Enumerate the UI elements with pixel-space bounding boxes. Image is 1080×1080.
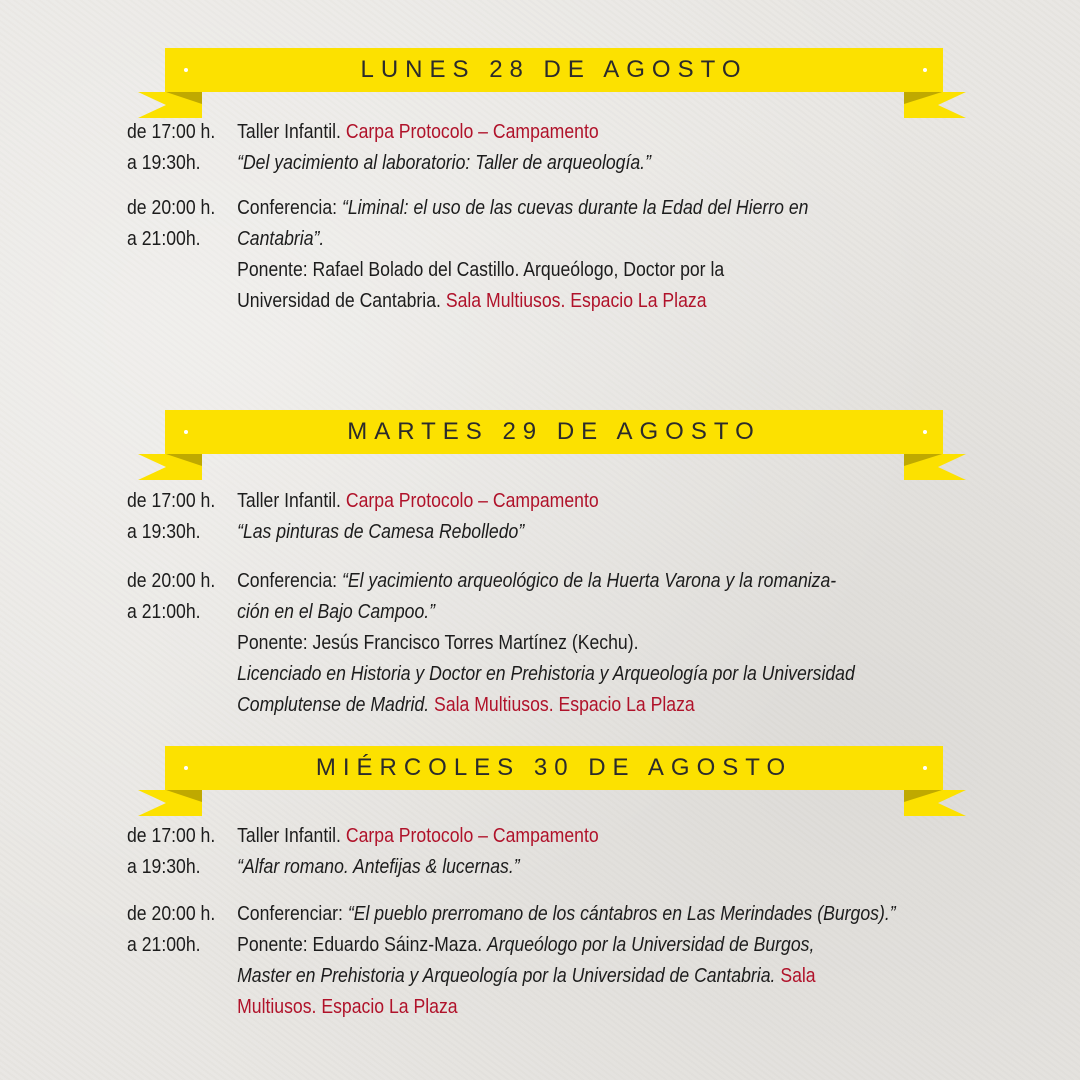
time-start: de 20:00 h. [127,196,216,219]
event-place: Carpa Protocolo – Campamento [345,489,599,512]
time-end: a 21:00h. [127,600,201,623]
day-banner-martes [0,410,1080,480]
event-title: “Del yacimiento al laboratorio: Taller de arqueología.” [237,151,651,174]
event-speaker-cont: Licenciado en Historia y Doctor en Prehistoria y Arqueología por la Universidad [237,662,855,685]
time-start: de 17:00 h. [127,120,216,143]
event-speaker: Ponente: Jesús Francisco Torres Martínez (Kechu). [237,631,639,654]
event-taller-lunes [127,116,901,178]
event-place: Sala Multiusos. Espacio La Plaza [445,289,707,312]
event-title: “Las pinturas de Camesa Rebolledo” [237,520,525,543]
event-conferencia-martes [127,565,901,720]
time-start: de 20:00 h. [127,902,216,925]
event-type: Taller Infantil. [237,824,341,847]
event-title: “Liminal: el uso de las cuevas durante la Edad del Hierro en [341,196,809,219]
event-speaker-cont: Arqueólogo por la Universidad de Burgos, [487,933,815,956]
event-type: Conferencia: [237,196,338,219]
event-title: “El yacimiento arqueológico de la Huerta Varona y la romaniza- [341,569,837,592]
event-speaker: Ponente: Eduardo Sáinz-Maza. [237,933,483,956]
day-title: LUNES 28 DE AGOSTO [360,56,748,83]
event-speaker-cont: Universidad de Cantabria. [237,289,441,312]
day-title: MIÉRCOLES 30 DE AGOSTO [315,754,793,781]
event-place: Carpa Protocolo – Campamento [345,824,599,847]
event-place-cont: Multiusos. Espacio La Plaza [237,995,458,1018]
event-type: Conferencia: [237,569,338,592]
event-conferencia-lunes [127,192,901,316]
time-end: a 21:00h. [127,227,201,250]
day-banner-miercoles [0,746,1080,816]
event-title: “El pueblo prerromano de los cántabros en Las Merindades (Burgos).” [347,902,896,925]
event-type: Taller Infantil. [237,489,341,512]
event-type: Conferenciar: [237,902,343,925]
day-title: MARTES 29 DE AGOSTO [347,418,761,445]
day-banner-lunes [0,48,1080,118]
event-place: Sala Multiusos. Espacio La Plaza [434,693,695,716]
event-title: “Alfar romano. Antefijas & lucernas.” [237,855,520,878]
event-place: Carpa Protocolo – Campamento [345,120,599,143]
time-end: a 19:30h. [127,855,201,878]
event-speaker-cont2: Complutense de Madrid. [237,693,430,716]
time-start: de 17:00 h. [127,824,216,847]
time-end: a 21:00h. [127,933,201,956]
event-type: Taller Infantil. [237,120,341,143]
event-conferencia-miercoles [127,898,901,1022]
event-taller-miercoles [127,820,901,882]
event-speaker-cont2: Master en Prehistoria y Arqueología por la Universidad de Cantabria. [237,964,776,987]
time-start: de 20:00 h. [127,569,216,592]
event-title-cont: Cantabria”. [237,227,325,250]
event-taller-martes [127,485,901,547]
time-start: de 17:00 h. [127,489,216,512]
time-end: a 19:30h. [127,520,201,543]
time-end: a 19:30h. [127,151,201,174]
event-place: Sala [780,964,816,987]
event-title-cont: ción en el Bajo Campoo.” [237,600,436,623]
event-speaker: Ponente: Rafael Bolado del Castillo. Arqueólogo, Doctor por la [237,258,725,281]
